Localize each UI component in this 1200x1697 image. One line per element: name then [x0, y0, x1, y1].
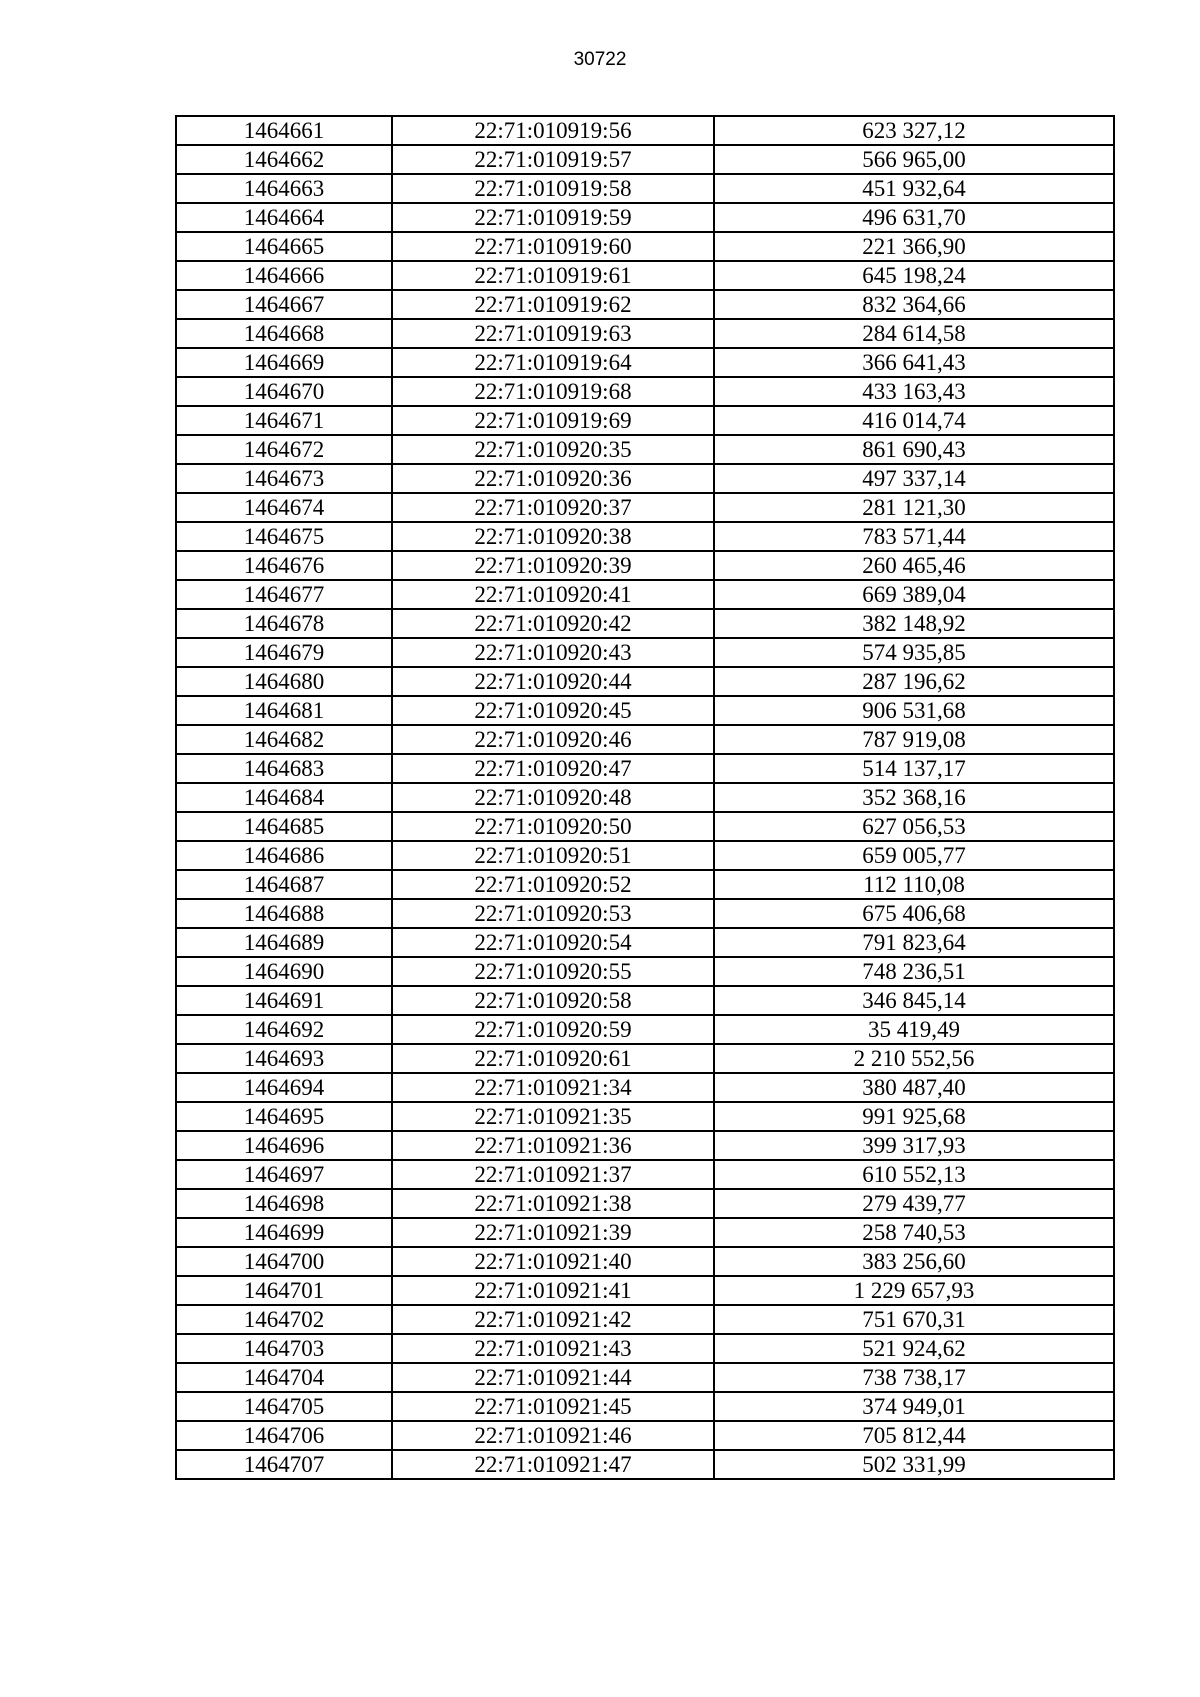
- value-cell: 346 845,14: [714, 986, 1114, 1015]
- table-row: [176, 1102, 1114, 1131]
- table-row: [176, 1450, 1114, 1479]
- cadastral-number-cell: 22:71:010921:44: [392, 1363, 714, 1392]
- record-number-cell: 1464695: [176, 1102, 392, 1131]
- table-row: [176, 1305, 1114, 1334]
- cadastral-number-cell: 22:71:010920:38: [392, 522, 714, 551]
- record-number-cell: 1464691: [176, 986, 392, 1015]
- table-row: [176, 1276, 1114, 1305]
- value-cell: 258 740,53: [714, 1218, 1114, 1247]
- table-row: [176, 116, 1114, 145]
- value-cell: 705 812,44: [714, 1421, 1114, 1450]
- cadastral-number-cell: 22:71:010920:36: [392, 464, 714, 493]
- value-cell: 738 738,17: [714, 1363, 1114, 1392]
- value-cell: 751 670,31: [714, 1305, 1114, 1334]
- table-row: [176, 870, 1114, 899]
- cadastral-number-cell: 22:71:010920:44: [392, 667, 714, 696]
- record-number-cell: 1464700: [176, 1247, 392, 1276]
- record-number-cell: 1464677: [176, 580, 392, 609]
- cadastral-number-cell: 22:71:010919:62: [392, 290, 714, 319]
- cadastral-number-cell: 22:71:010919:64: [392, 348, 714, 377]
- value-cell: 221 366,90: [714, 232, 1114, 261]
- cadastral-number-cell: 22:71:010921:43: [392, 1334, 714, 1363]
- record-number-cell: 1464684: [176, 783, 392, 812]
- value-cell: 502 331,99: [714, 1450, 1114, 1479]
- table-row: [176, 1073, 1114, 1102]
- table-row: [176, 493, 1114, 522]
- record-number-cell: 1464687: [176, 870, 392, 899]
- value-cell: 112 110,08: [714, 870, 1114, 899]
- cadastral-number-cell: 22:71:010920:61: [392, 1044, 714, 1073]
- record-number-cell: 1464686: [176, 841, 392, 870]
- record-number-cell: 1464674: [176, 493, 392, 522]
- value-cell: 748 236,51: [714, 957, 1114, 986]
- table-row: [176, 1247, 1114, 1276]
- table-row: [176, 203, 1114, 232]
- table-row: [176, 986, 1114, 1015]
- cadastral-number-cell: 22:71:010920:45: [392, 696, 714, 725]
- cadastral-number-cell: 22:71:010921:42: [392, 1305, 714, 1334]
- table-row: [176, 899, 1114, 928]
- value-cell: 366 641,43: [714, 348, 1114, 377]
- value-cell: 832 364,66: [714, 290, 1114, 319]
- value-cell: 383 256,60: [714, 1247, 1114, 1276]
- cadastral-number-cell: 22:71:010921:45: [392, 1392, 714, 1421]
- record-number-cell: 1464690: [176, 957, 392, 986]
- cadastral-number-cell: 22:71:010921:36: [392, 1131, 714, 1160]
- record-number-cell: 1464667: [176, 290, 392, 319]
- value-cell: 623 327,12: [714, 116, 1114, 145]
- cadastral-number-cell: 22:71:010920:48: [392, 783, 714, 812]
- table-row: [176, 638, 1114, 667]
- value-cell: 287 196,62: [714, 667, 1114, 696]
- table-body: [176, 116, 1114, 1479]
- cadastral-number-cell: 22:71:010919:60: [392, 232, 714, 261]
- table-row: [176, 232, 1114, 261]
- cadastral-number-cell: 22:71:010919:69: [392, 406, 714, 435]
- record-number-cell: 1464706: [176, 1421, 392, 1450]
- value-cell: 284 614,58: [714, 319, 1114, 348]
- cadastral-number-cell: 22:71:010921:47: [392, 1450, 714, 1479]
- record-number-cell: 1464671: [176, 406, 392, 435]
- record-number-cell: 1464682: [176, 725, 392, 754]
- value-cell: 433 163,43: [714, 377, 1114, 406]
- table-row: [176, 406, 1114, 435]
- record-number-cell: 1464676: [176, 551, 392, 580]
- table-row: [176, 1421, 1114, 1450]
- record-number-cell: 1464665: [176, 232, 392, 261]
- table-row: [176, 812, 1114, 841]
- table-row: [176, 1044, 1114, 1073]
- record-number-cell: 1464696: [176, 1131, 392, 1160]
- table-row: [176, 319, 1114, 348]
- record-number-cell: 1464681: [176, 696, 392, 725]
- cadastral-number-cell: 22:71:010920:39: [392, 551, 714, 580]
- cadastral-number-cell: 22:71:010919:58: [392, 174, 714, 203]
- cadastral-number-cell: 22:71:010920:35: [392, 435, 714, 464]
- table-row: [176, 1160, 1114, 1189]
- cadastral-number-cell: 22:71:010920:46: [392, 725, 714, 754]
- value-cell: 659 005,77: [714, 841, 1114, 870]
- value-cell: 610 552,13: [714, 1160, 1114, 1189]
- table-row: [176, 783, 1114, 812]
- cadastral-number-cell: 22:71:010920:41: [392, 580, 714, 609]
- table-row: [176, 928, 1114, 957]
- value-cell: 35 419,49: [714, 1015, 1114, 1044]
- cadastral-number-cell: 22:71:010921:40: [392, 1247, 714, 1276]
- cadastral-number-cell: 22:71:010920:59: [392, 1015, 714, 1044]
- table-row: [176, 725, 1114, 754]
- record-number-cell: 1464693: [176, 1044, 392, 1073]
- value-cell: 399 317,93: [714, 1131, 1114, 1160]
- record-number-cell: 1464694: [176, 1073, 392, 1102]
- table-row: [176, 1392, 1114, 1421]
- record-number-cell: 1464705: [176, 1392, 392, 1421]
- record-number-cell: 1464675: [176, 522, 392, 551]
- value-cell: 566 965,00: [714, 145, 1114, 174]
- value-cell: 281 121,30: [714, 493, 1114, 522]
- value-cell: 675 406,68: [714, 899, 1114, 928]
- record-number-cell: 1464678: [176, 609, 392, 638]
- cadastral-number-cell: 22:71:010919:56: [392, 116, 714, 145]
- table-row: [176, 1189, 1114, 1218]
- table-row: [176, 1015, 1114, 1044]
- record-number-cell: 1464663: [176, 174, 392, 203]
- value-cell: 991 925,68: [714, 1102, 1114, 1131]
- cadastral-number-cell: 22:71:010920:37: [392, 493, 714, 522]
- value-cell: 906 531,68: [714, 696, 1114, 725]
- record-number-cell: 1464672: [176, 435, 392, 464]
- value-cell: 496 631,70: [714, 203, 1114, 232]
- cadastral-number-cell: 22:71:010920:55: [392, 957, 714, 986]
- value-cell: 1 229 657,93: [714, 1276, 1114, 1305]
- cadastral-number-cell: 22:71:010921:35: [392, 1102, 714, 1131]
- table-row: [176, 580, 1114, 609]
- record-number-cell: 1464689: [176, 928, 392, 957]
- value-cell: 352 368,16: [714, 783, 1114, 812]
- record-number-cell: 1464669: [176, 348, 392, 377]
- value-cell: 669 389,04: [714, 580, 1114, 609]
- value-cell: 574 935,85: [714, 638, 1114, 667]
- cadastral-number-cell: 22:71:010920:50: [392, 812, 714, 841]
- cadastral-number-cell: 22:71:010920:58: [392, 986, 714, 1015]
- value-cell: 260 465,46: [714, 551, 1114, 580]
- table-row: [176, 290, 1114, 319]
- cadastral-number-cell: 22:71:010921:41: [392, 1276, 714, 1305]
- cadastral-number-cell: 22:71:010920:42: [392, 609, 714, 638]
- value-cell: 451 932,64: [714, 174, 1114, 203]
- value-cell: 627 056,53: [714, 812, 1114, 841]
- record-number-cell: 1464680: [176, 667, 392, 696]
- table-row: [176, 1131, 1114, 1160]
- table-row: [176, 348, 1114, 377]
- table-row: [176, 609, 1114, 638]
- cadastral-number-cell: 22:71:010921:38: [392, 1189, 714, 1218]
- cadastral-number-cell: 22:71:010919:57: [392, 145, 714, 174]
- cadastral-number-cell: 22:71:010919:61: [392, 261, 714, 290]
- value-cell: 380 487,40: [714, 1073, 1114, 1102]
- table-row: [176, 957, 1114, 986]
- value-cell: 521 924,62: [714, 1334, 1114, 1363]
- table-row: [176, 1334, 1114, 1363]
- record-number-cell: 1464666: [176, 261, 392, 290]
- table-row: [176, 522, 1114, 551]
- value-cell: 382 148,92: [714, 609, 1114, 638]
- record-number-cell: 1464707: [176, 1450, 392, 1479]
- value-cell: 787 919,08: [714, 725, 1114, 754]
- cadastral-number-cell: 22:71:010919:59: [392, 203, 714, 232]
- table-row: [176, 435, 1114, 464]
- record-number-cell: 1464704: [176, 1363, 392, 1392]
- table-row: [176, 1218, 1114, 1247]
- cadastral-number-cell: 22:71:010919:63: [392, 319, 714, 348]
- page-number: 30722: [573, 49, 627, 70]
- record-number-cell: 1464661: [176, 116, 392, 145]
- table-row: [176, 696, 1114, 725]
- record-number-cell: 1464703: [176, 1334, 392, 1363]
- record-number-cell: 1464698: [176, 1189, 392, 1218]
- value-cell: 374 949,01: [714, 1392, 1114, 1421]
- record-number-cell: 1464662: [176, 145, 392, 174]
- cadastral-table: [175, 115, 1115, 1480]
- record-number-cell: 1464664: [176, 203, 392, 232]
- table-row: [176, 841, 1114, 870]
- table-row: [176, 464, 1114, 493]
- cadastral-number-cell: 22:71:010921:34: [392, 1073, 714, 1102]
- value-cell: 279 439,77: [714, 1189, 1114, 1218]
- cadastral-number-cell: 22:71:010920:53: [392, 899, 714, 928]
- cadastral-number-cell: 22:71:010920:51: [392, 841, 714, 870]
- value-cell: 783 571,44: [714, 522, 1114, 551]
- table-row: [176, 145, 1114, 174]
- record-number-cell: 1464670: [176, 377, 392, 406]
- cadastral-number-cell: 22:71:010919:68: [392, 377, 714, 406]
- table-row: [176, 377, 1114, 406]
- cadastral-table-container: [175, 115, 1113, 1480]
- record-number-cell: 1464688: [176, 899, 392, 928]
- record-number-cell: 1464685: [176, 812, 392, 841]
- cadastral-number-cell: 22:71:010921:37: [392, 1160, 714, 1189]
- value-cell: 514 137,17: [714, 754, 1114, 783]
- value-cell: 645 198,24: [714, 261, 1114, 290]
- record-number-cell: 1464699: [176, 1218, 392, 1247]
- table-row: [176, 174, 1114, 203]
- table-row: [176, 261, 1114, 290]
- value-cell: 497 337,14: [714, 464, 1114, 493]
- record-number-cell: 1464673: [176, 464, 392, 493]
- value-cell: 2 210 552,56: [714, 1044, 1114, 1073]
- cadastral-number-cell: 22:71:010920:47: [392, 754, 714, 783]
- value-cell: 791 823,64: [714, 928, 1114, 957]
- record-number-cell: 1464697: [176, 1160, 392, 1189]
- cadastral-number-cell: 22:71:010920:43: [392, 638, 714, 667]
- value-cell: 416 014,74: [714, 406, 1114, 435]
- table-row: [176, 1363, 1114, 1392]
- cadastral-number-cell: 22:71:010921:39: [392, 1218, 714, 1247]
- record-number-cell: 1464668: [176, 319, 392, 348]
- value-cell: 861 690,43: [714, 435, 1114, 464]
- cadastral-number-cell: 22:71:010921:46: [392, 1421, 714, 1450]
- record-number-cell: 1464702: [176, 1305, 392, 1334]
- cadastral-number-cell: 22:71:010920:52: [392, 870, 714, 899]
- record-number-cell: 1464701: [176, 1276, 392, 1305]
- cadastral-number-cell: 22:71:010920:54: [392, 928, 714, 957]
- table-row: [176, 551, 1114, 580]
- record-number-cell: 1464692: [176, 1015, 392, 1044]
- record-number-cell: 1464679: [176, 638, 392, 667]
- table-row: [176, 754, 1114, 783]
- record-number-cell: 1464683: [176, 754, 392, 783]
- table-row: [176, 667, 1114, 696]
